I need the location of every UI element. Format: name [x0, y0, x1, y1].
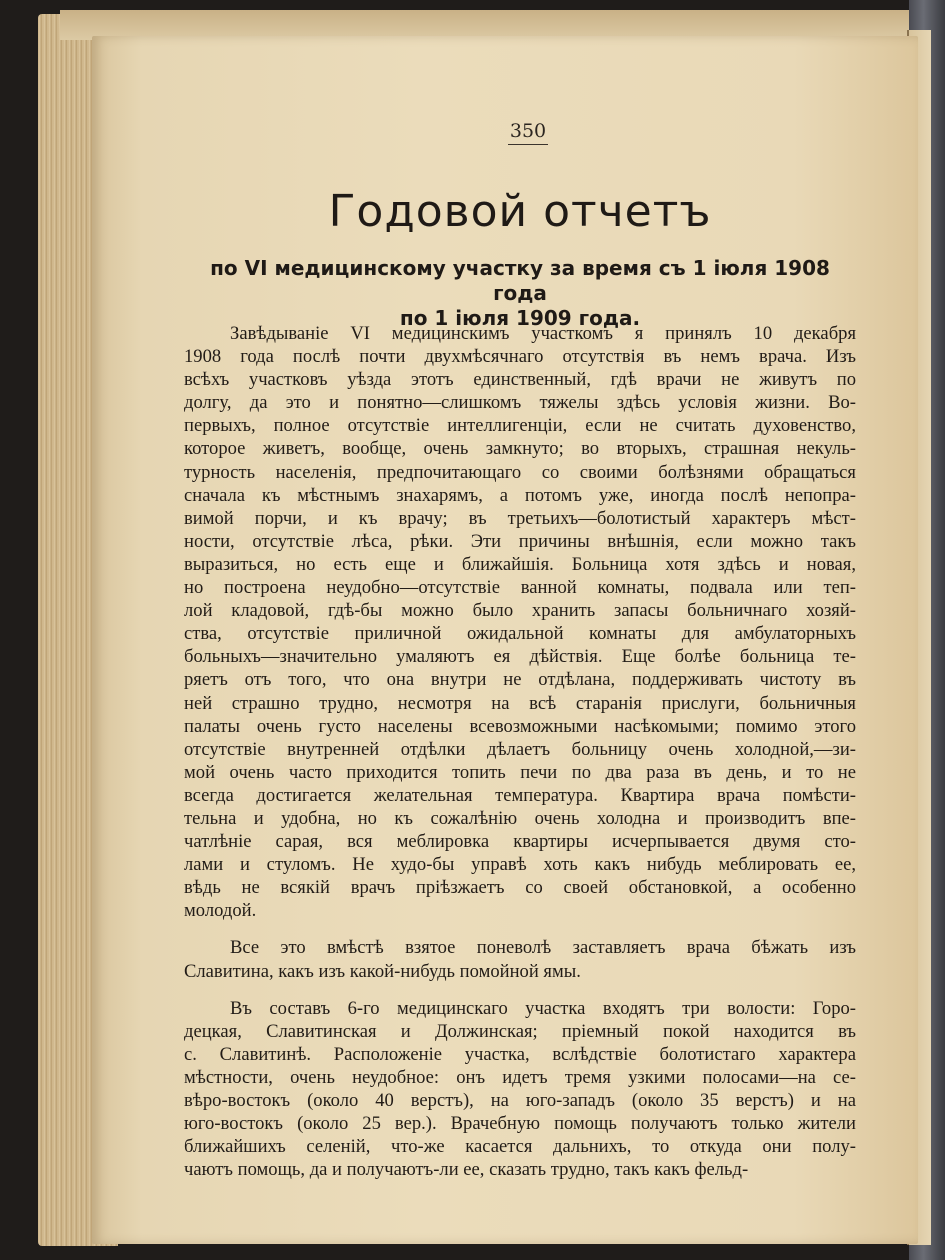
text-line: лами и стуломъ. Не худо-бы управѣ хоть какъ нибудь меблировать ее,: [184, 854, 856, 876]
text-line: вѣро-востокъ (около 40 верстъ), на юго-западъ (около 35 верстъ) и на: [184, 1090, 856, 1111]
text-line: палаты очень густо населены всевозможными насѣкомыми; помимо этого: [184, 715, 856, 737]
text-line: ряетъ отъ того, что она внутри не отдѣлана, поддерживать чистоту въ: [184, 669, 856, 691]
text-line: ства, отсутствіе приличной ожидальной комнаты для амбулаторныхъ: [184, 623, 856, 645]
text-line: юго-востокъ (около 25 вер.). Врачебную помощь получаютъ только жители: [184, 1113, 856, 1135]
text-line: больныхъ—значительно умаляютъ ея дѣйствія. Еще болѣе больница те-: [184, 646, 856, 668]
text-line: тельна и удобна, но къ сожалѣнію очень холодна и производитъ впе-: [184, 807, 856, 829]
text-line: Все это вмѣстѣ взятое поневолѣ заставляетъ врача бѣжать изъ: [230, 937, 856, 959]
text-line: сначала къ мѣстнымъ знахарямъ, а потомъ уже, иногда послѣ непопра-: [184, 484, 856, 506]
text-line: Завѣдываніе VI медицинскимъ участкомъ я принялъ 10 декабря: [230, 323, 856, 344]
text-line: которое живетъ, вообще, очень замкнуто; во вторыхъ, страшная некуль-: [184, 438, 856, 460]
text-line: мѣстности, очень неудобное: онъ идетъ тремя узкими полосами—на се-: [184, 1066, 856, 1088]
text-line: ности, отсутствіе лѣса, рѣки. Эти причины внѣшнія, если можно такъ: [184, 530, 856, 552]
text-line: 1908 года послѣ почти двухмѣсячнаго отсутствія въ немъ врача. Изъ: [184, 346, 856, 368]
text-line: децкая, Славитинская и Должинская; пріемный покой находится въ: [184, 1020, 856, 1042]
subtitle-line-1: по VI медицинскому участку за время съ 1 іюля 1908 года: [210, 256, 830, 305]
text-line: всегда достигается желательная температура. Квартира врача помѣсти-: [184, 784, 856, 806]
text-line: турность населенія, предпочитающаго со своими болѣзнями обращаться: [184, 461, 856, 483]
text-line: лой кладовой, гдѣ-бы можно было хранить запасы больничнаго хозяй-: [184, 600, 856, 622]
text-line: Въ составъ 6-го медицинскаго участка входятъ три волости: Горо-: [230, 997, 856, 1019]
body-text: [184, 322, 856, 1181]
text-line: молодой.: [184, 900, 257, 922]
text-line: отсутствіе внутренней отдѣлки дѣлаетъ больницу очень холодной,—зи-: [184, 738, 856, 760]
text-line: выразиться, но есть еще и ближайшія. Больница хотя здѣсь и новая,: [184, 553, 856, 575]
text-line: Славитина, какъ изъ какой-нибудь помойной ямы.: [184, 960, 581, 982]
text-line: ближайшихъ селеній, что-же касается дальнихъ, то откуда они полу-: [184, 1136, 856, 1158]
paragraph: [184, 322, 856, 922]
page-subtitle: [180, 256, 860, 331]
paragraph: [184, 997, 856, 1182]
page-title: Годовой отчетъ: [328, 186, 712, 237]
text-line: долгу, да это и понятно—слишкомъ тяжелы здѣсь условія жизни. Во-: [184, 392, 856, 414]
text-line: чатлѣніе сарая, вся меблировка квартиры исчерпывается двумя сто-: [184, 831, 856, 853]
text-line: вѣдь не всякій врачъ пріѣзжаетъ со своей обстановкой, а особенно: [184, 877, 856, 899]
subtitle-line-2: по 1 іюля 1909 года.: [399, 306, 641, 330]
paragraph: [184, 936, 856, 982]
text-line: вимой порчи, и къ врачу; въ третьихъ—болотистый характеръ мѣст-: [184, 507, 856, 529]
text-line: всѣхъ участковъ уѣзда этотъ единственный, гдѣ врачи не живутъ по: [184, 369, 856, 391]
page-number: 350: [508, 120, 548, 145]
text-line: ней страшно трудно, несмотря на всѣ старанія прислуги, больничныя: [184, 692, 856, 714]
text-line: с. Славитинѣ. Расположеніе участка, вслѣдствіе болотистаго характера: [184, 1043, 856, 1065]
text-line: мой очень часто приходится топить печи по два раза въ день, и то не: [184, 761, 856, 783]
text-line: чаютъ помощь, да и получаютъ-ли ее, сказать трудно, такъ какъ фельд-: [184, 1159, 749, 1181]
text-line: но построена неудобно—отсутствіе ванной комнаты, подвала или теп-: [184, 577, 856, 599]
text-line: первыхъ, полное отсутствіе интеллигенціи, если не считать духовенство,: [184, 415, 856, 437]
